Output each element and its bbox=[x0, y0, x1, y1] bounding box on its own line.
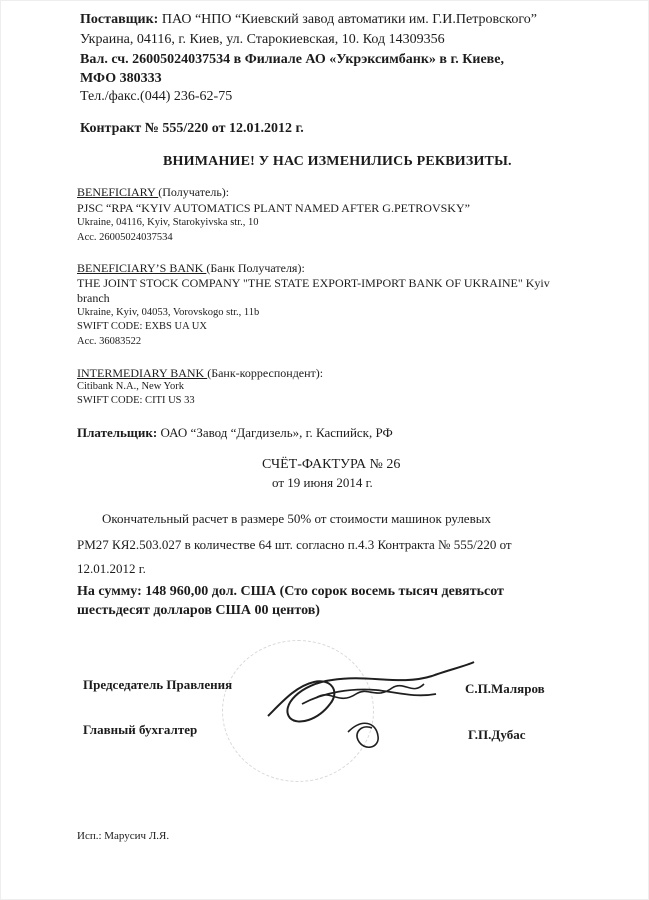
intermediary-bank-heading-en: INTERMEDIARY BANK bbox=[77, 366, 208, 380]
beneficiary-bank-heading-en: BENEFICIARY’S BANK bbox=[77, 261, 207, 275]
intermediary-bank-heading bbox=[77, 366, 323, 381]
supplier-phone: Тел./факс.(044) 236-62-75 bbox=[80, 89, 233, 104]
beneficiary-name: PJSC “RPA “KYIV AUTOMATICS PLANT NAMED AFTER G.PETROVSKY” bbox=[77, 201, 470, 215]
amount-words-line: шестьдесят долларов США 00 центов) bbox=[77, 603, 320, 618]
payer-label: Плательщик: bbox=[77, 425, 158, 440]
payer-value: ОАО “Завод “Дагдизель», г. Каспийск, РФ bbox=[157, 425, 393, 440]
body-line-1: Окончательный расчет в размере 50% от стоимости машинок рулевых bbox=[102, 511, 491, 526]
beneficiary-bank-heading bbox=[77, 261, 305, 276]
beneficiary-bank-branch: branch bbox=[77, 291, 110, 305]
beneficiary-address: Ukraine, 04116, Kyiv, Starokyivska str., 10 bbox=[77, 217, 259, 228]
body-line-3: 12.01.2012 г. bbox=[77, 561, 146, 576]
beneficiary-account: Acc. 26005024037534 bbox=[77, 232, 173, 243]
amount-value: 148 960,00 дол. США (Сто сорок восемь тысяч девятьсот bbox=[141, 584, 504, 599]
beneficiary-heading-ru: (Получатель): bbox=[158, 185, 230, 199]
beneficiary-heading bbox=[77, 185, 229, 200]
supplier-address: Украина, 04116, г. Киев, ул. Старокиевская, 10. Код 14309356 bbox=[80, 32, 445, 47]
body-line-2: РМ27 КЯ2.503.027 в количестве 64 шт. согласно п.4.3 Контракта № 555/220 от bbox=[77, 537, 512, 552]
amount-line bbox=[77, 584, 504, 600]
supplier-mfo: МФО 380333 bbox=[80, 71, 162, 86]
amount-label: На сумму: bbox=[77, 584, 142, 599]
signature-mark bbox=[260, 644, 480, 764]
supplier-account: Вал. сч. 26005024037534 в Филиале АО «Укрэксимбанк» в г. Киеве, bbox=[80, 52, 504, 67]
beneficiary-bank-swift: SWIFT CODE: EXBS UA UX bbox=[77, 321, 207, 332]
beneficiary-bank-account: Acc. 36083522 bbox=[77, 336, 142, 347]
supplier-label: Поставщик: bbox=[80, 12, 159, 27]
invoice-date: от 19 июня 2014 г. bbox=[272, 475, 373, 490]
intermediary-bank-name: Citibank N.A., New York bbox=[77, 381, 185, 392]
chairman-name: С.П.Маляров bbox=[465, 681, 545, 696]
beneficiary-bank-heading-ru: (Банк Получателя): bbox=[206, 261, 305, 275]
notice-heading: ВНИМАНИЕ! У НАС ИЗМЕНИЛИСЬ РЕКВИЗИТЫ. bbox=[163, 154, 512, 169]
invoice-title: СЧЁТ-ФАКТУРА № 26 bbox=[262, 457, 401, 472]
contract-reference: Контракт № 555/220 от 12.01.2012 г. bbox=[80, 121, 304, 136]
supplier-name: ПАО “НПО “Киевский завод автоматики им. Г.И.Петровского” bbox=[161, 12, 537, 27]
supplier-name-line bbox=[80, 12, 537, 28]
payer-line bbox=[77, 425, 393, 441]
executor-note: Исп.: Марусич Л.Я. bbox=[77, 830, 170, 842]
beneficiary-bank-name: THE JOINT STOCK COMPANY "THE STATE EXPORT-IMPORT BANK OF UKRAINE" Kyiv bbox=[77, 276, 550, 290]
chairman-title: Председатель Правления bbox=[83, 677, 233, 692]
accountant-name: Г.П.Дубас bbox=[468, 727, 526, 742]
intermediary-bank-swift: SWIFT CODE: CITI US 33 bbox=[77, 395, 195, 406]
intermediary-bank-heading-ru: (Банк-корреспондент): bbox=[207, 366, 324, 380]
accountant-title: Главный бухгалтер bbox=[83, 722, 198, 737]
beneficiary-bank-address: Ukraine, Kyiv, 04053, Vorovskogo str., 11b bbox=[77, 307, 260, 318]
beneficiary-heading-en: BENEFICIARY bbox=[77, 185, 159, 199]
